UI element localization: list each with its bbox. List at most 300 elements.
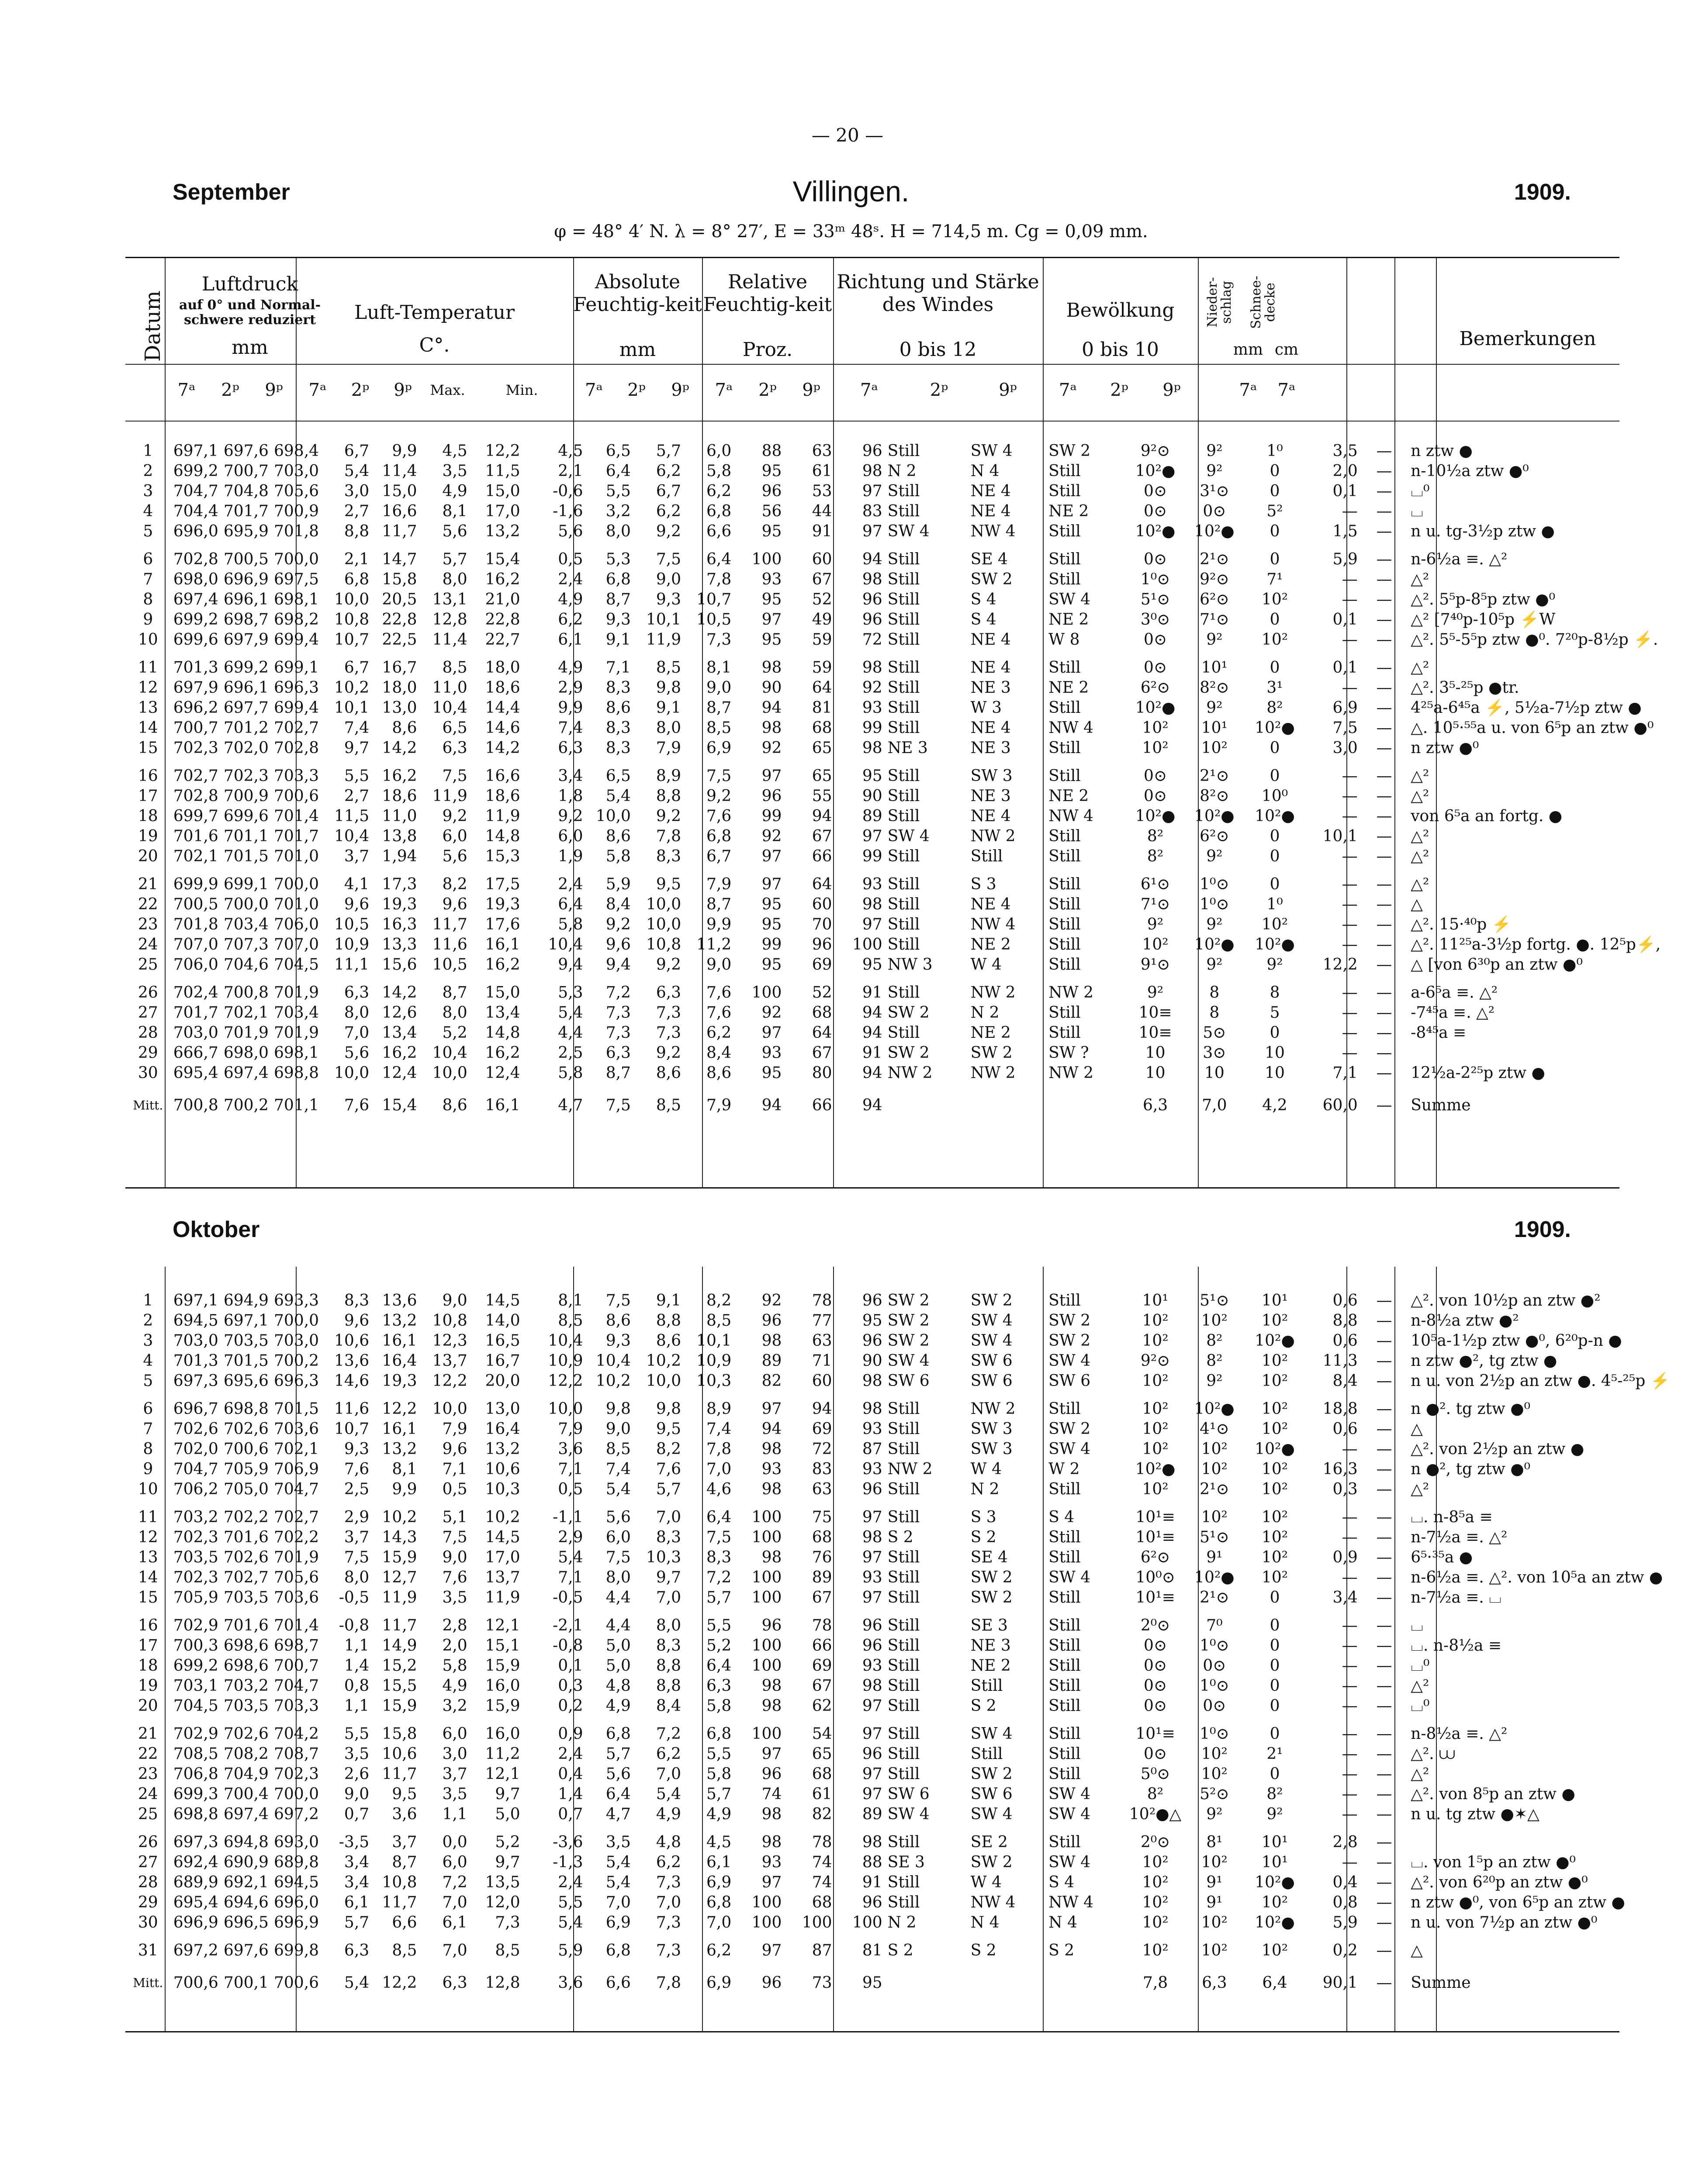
- table-cell: Still: [1048, 1589, 1081, 1607]
- table-cell: 3,7: [344, 847, 370, 865]
- table-cell: 8²: [1266, 699, 1283, 717]
- table-cell: 23: [138, 1765, 158, 1783]
- table-cell: 9,2: [605, 916, 631, 933]
- table-cell: 9²⊙: [1140, 1352, 1170, 1370]
- table-cell: 703,6: [273, 1589, 319, 1607]
- table-cell: 697,4: [173, 591, 218, 608]
- table-cell: 28: [138, 1873, 158, 1891]
- table-cell: 18: [138, 807, 158, 825]
- table-row: [125, 678, 1619, 698]
- table-cell: 90: [761, 679, 782, 697]
- table-cell: 66: [812, 847, 832, 865]
- table-cell: 8: [1209, 984, 1220, 1002]
- table-cell: SW 4: [1048, 1785, 1091, 1803]
- table-cell: Still: [887, 502, 920, 520]
- table-cell: 694,5: [273, 1873, 319, 1891]
- table-cell: —: [1376, 1942, 1392, 1959]
- table-cell: 17: [138, 1637, 158, 1655]
- table-cell: Still: [887, 482, 920, 500]
- table-cell: 5,5: [558, 1894, 583, 1911]
- row-spacer: [125, 1083, 1619, 1091]
- table-cell: 700,0: [273, 875, 319, 893]
- table-cell: n-8½a ≡. △²: [1411, 1725, 1508, 1743]
- row-spacer: [125, 1608, 1619, 1616]
- table-cell: 697,5: [273, 570, 319, 588]
- table-cell: 67: [812, 1044, 832, 1062]
- table-cell: 22,7: [485, 631, 520, 649]
- table-cell: 72: [862, 631, 882, 649]
- table-cell: 10,6: [382, 1745, 417, 1763]
- table-cell: 0,3: [1332, 1480, 1358, 1498]
- table-cell: 97: [862, 482, 882, 500]
- table-cell: 15,2: [382, 1657, 417, 1675]
- table-cell: 10¹: [1201, 659, 1228, 677]
- table-cell: 16,6: [485, 767, 520, 785]
- table-cell: SW 4: [887, 827, 930, 845]
- table-cell: 13,0: [485, 1400, 520, 1418]
- table-cell: NE 2: [1048, 611, 1089, 629]
- table-cell: 0,2: [1332, 1942, 1358, 1959]
- table-cell: W 3: [970, 699, 1002, 717]
- table-cell: 97: [761, 1400, 782, 1418]
- table-cell: 702,2: [273, 1528, 319, 1546]
- table-cell: 695,9: [223, 522, 269, 540]
- table-cell: 700,0: [273, 550, 319, 568]
- table-cell: 9,2: [558, 807, 583, 825]
- table-cell: 1,94: [382, 847, 417, 865]
- table-cell: SW 2: [1048, 1332, 1091, 1350]
- table-cell: Still: [1048, 1725, 1081, 1743]
- table-cell: —: [1376, 1853, 1392, 1871]
- table-cell: 702,0: [173, 1440, 218, 1458]
- table-cell: Still: [1048, 1024, 1081, 1042]
- table-cell: 10²●: [1255, 1873, 1295, 1891]
- table-cell: 17: [138, 787, 158, 805]
- table-cell: 5,8: [558, 916, 583, 933]
- table-cell: [885, 1091, 968, 1116]
- table-cell: 2,6: [344, 1765, 370, 1783]
- table-cell: 98: [761, 659, 782, 677]
- table-cell: —: [1376, 611, 1392, 629]
- table-cell: 15,9: [382, 1548, 417, 1566]
- table-cell: Still: [887, 1833, 920, 1851]
- table-cell: —: [1376, 1332, 1392, 1350]
- table-cell: 5,7: [656, 442, 681, 460]
- table-cell: 703,4: [273, 1004, 319, 1022]
- table-row: [125, 1941, 1619, 1961]
- table-cell: 0,5: [442, 1480, 467, 1498]
- table-cell: 81: [812, 699, 832, 717]
- table-cell: 7,0: [344, 1024, 370, 1042]
- table-cell: 8,7: [442, 984, 467, 1002]
- table-cell: 698,6: [223, 1637, 269, 1655]
- table-cell: 88: [761, 442, 782, 460]
- table-cell: 10¹: [1261, 1833, 1288, 1851]
- table-cell: 11,0: [432, 679, 467, 697]
- table-cell: NE 2: [1048, 502, 1089, 520]
- table-row: [125, 1419, 1619, 1439]
- table-cell: —: [1376, 462, 1392, 480]
- table-cell: 10²●: [1135, 1460, 1176, 1478]
- table-cell: 9,4: [605, 956, 631, 974]
- table-cell: 16,1: [382, 1332, 417, 1350]
- table-cell: 7,8: [656, 1974, 681, 1992]
- table-cell: 10²: [1261, 1312, 1288, 1330]
- sub-t7: 7ᵃ: [177, 380, 196, 400]
- table-cell: 15,5: [382, 1677, 417, 1695]
- table-cell: 7,2: [605, 984, 631, 1002]
- table-cell: SW ?: [1048, 1044, 1089, 1062]
- table-cell: —: [1342, 1617, 1358, 1635]
- table-cell: 7,8: [656, 827, 681, 845]
- table-cell: 4,4: [605, 1617, 631, 1635]
- table-cell: 10,4: [595, 1352, 631, 1370]
- table-cell: 6¹⊙: [1140, 875, 1170, 893]
- row-spacer: [125, 1961, 1619, 1969]
- table-cell: 16,1: [382, 1420, 417, 1438]
- table-cell: —: [1342, 1044, 1358, 1062]
- table-cell: SW 3: [970, 1440, 1013, 1458]
- table-cell: 10: [138, 631, 158, 649]
- table-cell: 3⁰⊙: [1140, 611, 1170, 629]
- table-cell: 9¹: [1206, 1894, 1223, 1911]
- table-cell: 9,0: [656, 570, 681, 588]
- table-cell: 2,9: [344, 1508, 370, 1526]
- table-cell: —: [1376, 631, 1392, 649]
- table-cell: NE 4: [970, 807, 1011, 825]
- table-cell: 8,4: [605, 895, 631, 913]
- table-cell: 13,4: [485, 1004, 520, 1022]
- table-cell: △²: [1411, 1765, 1429, 1783]
- table-cell: 0⊙: [1144, 550, 1167, 568]
- year-oktober: 1909.: [1514, 1217, 1571, 1242]
- table-cell: 10²: [1261, 1894, 1288, 1911]
- table-cell: 2¹⊙: [1200, 550, 1229, 568]
- table-cell: 30: [138, 1064, 158, 1082]
- table-cell: 22: [138, 1745, 158, 1763]
- table-cell: 93: [761, 1044, 782, 1062]
- table-cell: 14,2: [382, 739, 417, 757]
- table-cell: 9,9: [706, 916, 732, 933]
- table-cell: 8,0: [656, 1617, 681, 1635]
- table-cell: 12,0: [485, 1894, 520, 1911]
- table-cell: 2,8: [442, 1617, 467, 1635]
- table-cell: 100: [802, 1914, 832, 1932]
- table-cell: NW 2: [1048, 1064, 1093, 1082]
- table-row: [125, 610, 1619, 630]
- table-cell: 0: [1270, 1765, 1280, 1783]
- table-cell: 10,5: [696, 611, 732, 629]
- table-cell: 4,7: [605, 1805, 631, 1823]
- table-cell: 703,0: [173, 1024, 218, 1042]
- table-cell: 93: [862, 1657, 882, 1675]
- table-cell: Still: [1048, 1292, 1081, 1310]
- table-cell: —: [1342, 502, 1358, 520]
- table-cell: 83: [862, 502, 882, 520]
- sub-t2: 2ᵖ: [627, 380, 646, 400]
- table-cell: 0: [1270, 1024, 1280, 1042]
- table-cell: 2: [143, 1312, 153, 1330]
- table-cell: NW 4: [1048, 719, 1093, 737]
- table-cell: 11,1: [334, 956, 370, 974]
- table-cell: 10,1: [334, 699, 370, 717]
- table-cell: 8,8: [344, 522, 370, 540]
- table-row: [125, 1331, 1619, 1351]
- row-spacer: [125, 867, 1619, 874]
- table-cell: —: [1376, 1548, 1392, 1566]
- table-cell: 3¹⊙: [1200, 482, 1229, 500]
- table-row: [125, 983, 1619, 1003]
- table-cell: n u. tg-3½p ztw ●: [1411, 522, 1555, 540]
- table-cell: 8,0: [605, 1569, 631, 1586]
- table-cell: 6,0: [558, 827, 583, 845]
- table-cell: Still: [887, 679, 920, 697]
- table-cell: S 3: [970, 875, 996, 893]
- table-cell: 97: [862, 1508, 882, 1526]
- table-cell: 68: [812, 1894, 832, 1911]
- table-cell: 10,1: [696, 1332, 732, 1350]
- table-cell: 14,5: [485, 1528, 520, 1546]
- table-cell: 4: [143, 502, 153, 520]
- table-cell: 95: [761, 591, 782, 608]
- table-cell: 10²: [1142, 1332, 1169, 1350]
- table-cell: 701,1: [223, 827, 269, 845]
- table-cell: 2¹⊙: [1200, 1589, 1229, 1607]
- table-cell: 98: [862, 1528, 882, 1546]
- table-cell: 702,1: [173, 847, 218, 865]
- table-cell: 18,6: [485, 787, 520, 805]
- table-cell: 3¹: [1266, 679, 1283, 697]
- sub-min: Min.: [505, 382, 538, 398]
- table-cell: 7,5: [344, 1548, 370, 1566]
- table-cell: Still: [970, 1745, 1003, 1763]
- table-cell: 8,3: [656, 1637, 681, 1655]
- table-cell: 690,9: [223, 1853, 269, 1871]
- table-cell: —: [1342, 916, 1358, 933]
- table-cell: n ztw ●⁰, von 6⁵p an ztw ●: [1411, 1894, 1625, 1911]
- table-cell: SW 2: [970, 570, 1013, 588]
- table-cell: Still: [1048, 570, 1081, 588]
- table-cell: 703,0: [173, 1332, 218, 1350]
- table-cell: 6,1: [442, 1914, 467, 1932]
- table-cell: n u. von 2½p an ztw ●. 4⁵-²⁵p ⚡: [1411, 1372, 1670, 1390]
- table-cell: 3,7: [344, 1528, 370, 1546]
- table-cell: 8²: [1147, 1785, 1164, 1803]
- table-cell: 700,9: [273, 502, 319, 520]
- table-cell: 3,5: [442, 1589, 467, 1607]
- table-cell: 16,5: [485, 1332, 520, 1350]
- table-cell: 703,5: [223, 1697, 269, 1715]
- table-cell: 5,8: [605, 847, 631, 865]
- table-cell: 704,6: [223, 956, 269, 974]
- table-cell: 5,7: [442, 550, 467, 568]
- table-cell: 9,1: [656, 1292, 681, 1310]
- table-cell: △². 5⁵p-8⁵p ztw ●⁰: [1411, 591, 1556, 608]
- table-cell: 7,8: [706, 570, 732, 588]
- table-cell: 61: [812, 1785, 832, 1803]
- table-cell: 3,0: [344, 482, 370, 500]
- table-cell: 94: [862, 1096, 882, 1114]
- table-cell: 1: [143, 1292, 153, 1310]
- table-cell: 701,5: [223, 1352, 269, 1370]
- table-cell: 17,6: [485, 916, 520, 933]
- table-cell: —: [1342, 1697, 1358, 1715]
- table-cell: 697,1: [223, 1312, 269, 1330]
- table-cell: 6,9: [706, 1974, 732, 1992]
- table-cell: 699,2: [173, 462, 218, 480]
- table-cell: 10²: [1261, 1352, 1288, 1370]
- table-cell: 0,7: [344, 1805, 370, 1823]
- table-cell: 19,3: [485, 895, 520, 913]
- table-cell: 10²: [1201, 1460, 1228, 1478]
- table-cell: 14,2: [382, 984, 417, 1002]
- table-cell: 97: [862, 827, 882, 845]
- table-cell: 9,5: [392, 1785, 417, 1803]
- row-spacer: [125, 758, 1619, 766]
- table-cell: N 2: [970, 1004, 1000, 1022]
- table-row: [125, 1527, 1619, 1548]
- table-cell: Still: [887, 1677, 920, 1695]
- table-cell: 702,7: [273, 1508, 319, 1526]
- table-cell: —: [1376, 1677, 1392, 1695]
- table-cell: 9,6: [344, 895, 370, 913]
- header-schnee: Schnee-decke: [1249, 276, 1278, 329]
- table-cell: 706,0: [173, 956, 218, 974]
- table-cell: 0⊙: [1144, 1657, 1167, 1675]
- table-cell: [1046, 1969, 1126, 1993]
- table-cell: 7,0: [1202, 1096, 1227, 1114]
- table-cell: 4,9: [656, 1805, 681, 1823]
- sub-t7: 7ᵃ: [1277, 380, 1296, 400]
- table-cell: NE 2: [970, 1657, 1011, 1675]
- table-cell: Still: [887, 699, 920, 717]
- table-cell: 697,9: [223, 631, 269, 649]
- table-cell: —: [1342, 1004, 1358, 1022]
- sub-t7: 7ᵃ: [860, 380, 878, 400]
- table-cell: 701,4: [273, 1617, 319, 1635]
- table-cell: 703,5: [173, 1548, 218, 1566]
- table-cell: 9,0: [605, 1420, 631, 1438]
- table-cell: 10²: [1201, 1508, 1228, 1526]
- table-cell: 10²: [1201, 1853, 1228, 1871]
- table-cell: 9,7: [656, 1569, 681, 1586]
- table-row: [125, 1616, 1619, 1636]
- table-cell: 8,6: [706, 1064, 732, 1082]
- table-cell: 10¹: [1201, 719, 1228, 737]
- table-cell: 10²●: [1135, 699, 1176, 717]
- table-cell: 0: [1270, 1637, 1280, 1655]
- table-cell: 66: [812, 1096, 832, 1114]
- table-cell: Still: [887, 1657, 920, 1675]
- table-cell: 19: [138, 827, 158, 845]
- table-cell: NW 4: [970, 916, 1016, 933]
- table-cell: —: [1376, 1460, 1392, 1478]
- table-cell: 10²: [1201, 1765, 1228, 1783]
- table-cell: 7,3: [605, 1024, 631, 1042]
- table-cell: —: [1342, 787, 1358, 805]
- table-cell: 697,1: [173, 1292, 218, 1310]
- table-cell: 3,7: [392, 1833, 417, 1851]
- table-cell: 11,2: [696, 936, 732, 954]
- table-cell: 9,3: [605, 1332, 631, 1350]
- table-cell: 96: [862, 1292, 882, 1310]
- table-cell: 1,5: [1332, 522, 1358, 540]
- table-cell: 10,5: [432, 956, 467, 974]
- table-row: [125, 806, 1619, 826]
- table-cell: n-10½a ztw ●⁰: [1411, 462, 1529, 480]
- table-cell: 8,0: [442, 1004, 467, 1022]
- table-cell: 7,0: [442, 1894, 467, 1911]
- table-cell: 5,6: [344, 1044, 370, 1062]
- table-cell: —: [1342, 984, 1358, 1002]
- table-cell: Still: [1048, 1657, 1081, 1675]
- table-cell: 97: [862, 1785, 882, 1803]
- table-cell: W 4: [970, 1873, 1002, 1891]
- table-cell: NE 4: [970, 659, 1011, 677]
- table-cell: 10²●△: [1129, 1805, 1182, 1823]
- mean-row: [125, 1969, 1619, 1993]
- table-cell: 5,0: [605, 1657, 631, 1675]
- table-cell: 10²: [1142, 1853, 1169, 1871]
- table-cell: 93: [862, 699, 882, 717]
- table-cell: 94: [862, 1024, 882, 1042]
- table-cell: 6,3: [656, 984, 681, 1002]
- table-cell: 10²: [1142, 1400, 1169, 1418]
- table-cell: —: [1376, 1352, 1392, 1370]
- header-datum: Datum: [141, 290, 165, 362]
- table-row: [125, 570, 1619, 590]
- table-cell: 96: [862, 1637, 882, 1655]
- table-cell: 698,4: [273, 442, 319, 460]
- table-cell: 6²⊙: [1200, 591, 1229, 608]
- table-cell: 8²: [1147, 827, 1164, 845]
- table-cell: 8,0: [656, 719, 681, 737]
- table-cell: 696,9: [173, 1914, 218, 1932]
- table-cell: 10: [1265, 1044, 1285, 1062]
- table-cell: 700,9: [223, 787, 269, 805]
- table-cell: SW 3: [970, 767, 1013, 785]
- table-cell: 7,5: [442, 1528, 467, 1546]
- table-cell: 701,0: [273, 895, 319, 913]
- table-cell: SW 6: [970, 1372, 1013, 1390]
- table-cell: 92: [761, 1292, 782, 1310]
- table-cell: 9,0: [344, 1785, 370, 1803]
- table-cell: 15: [138, 739, 158, 757]
- table-cell: 95: [862, 1974, 882, 1992]
- table-cell: ⌴. n-8½a ≡: [1411, 1637, 1502, 1655]
- table-cell: 0: [1270, 1657, 1280, 1675]
- table-cell: 88: [862, 1853, 882, 1871]
- table-row: [125, 501, 1619, 522]
- sub-t7: 7ᵃ: [1059, 380, 1077, 400]
- table-cell: 9,8: [656, 679, 681, 697]
- table-cell: —: [1376, 659, 1392, 677]
- sub-t9: 9ᵖ: [999, 380, 1017, 400]
- table-cell: Still: [1048, 1480, 1081, 1498]
- table-cell: △²: [1411, 767, 1429, 785]
- table-cell: 6,4: [706, 1657, 732, 1675]
- table-cell: —: [1376, 916, 1392, 933]
- table-cell: 4,6: [706, 1480, 732, 1498]
- table-cell: 7,6: [706, 1004, 732, 1022]
- table-cell: 65: [812, 767, 832, 785]
- table-cell: 78: [812, 1292, 832, 1310]
- table-cell: 7,3: [495, 1914, 520, 1932]
- table-cell: 703,0: [273, 462, 319, 480]
- table-cell: 10,3: [646, 1548, 681, 1566]
- table-cell: 10,2: [646, 1352, 681, 1370]
- table-cell: △². 3⁵-²⁵p ●tr.: [1411, 679, 1519, 697]
